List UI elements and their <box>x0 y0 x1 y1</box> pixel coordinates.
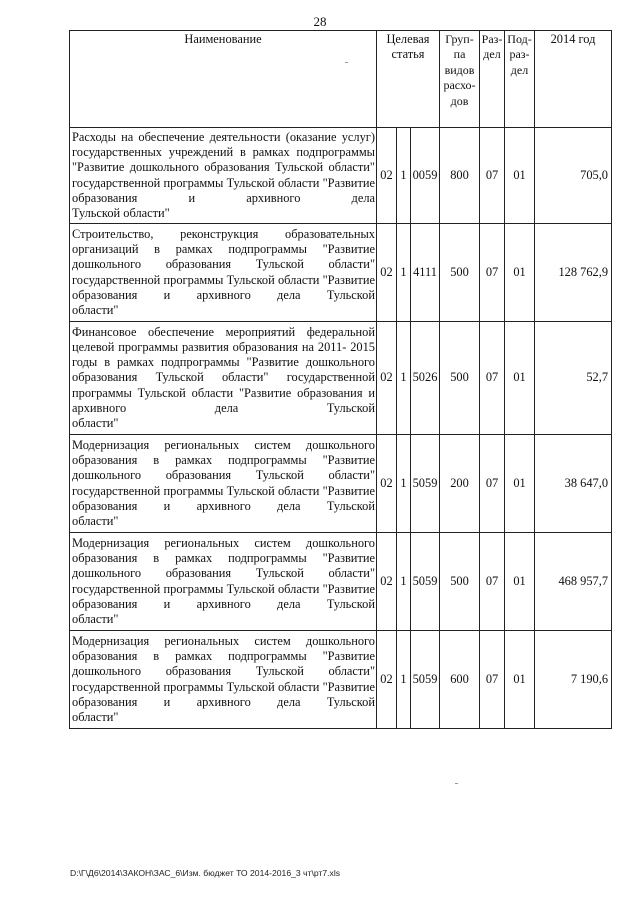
row-name-line: "Развитие образования и архивного дела Тульской <box>72 385 375 415</box>
row-target-part-2: 1 <box>397 435 411 533</box>
row-amount: 705,0 <box>535 128 612 224</box>
row-target-part-3: 0059 <box>411 128 440 224</box>
row-subsection: 01 <box>505 631 535 729</box>
row-name <box>70 224 377 322</box>
row-target-part-3: 5059 <box>411 631 440 729</box>
row-name-line: области" <box>72 302 119 317</box>
page-number: 28 <box>313 14 327 29</box>
row-name-line: организаций в рамках подпрограммы "Развитие <box>72 242 375 257</box>
scan-mark <box>455 783 458 784</box>
header-expense-group: Груп-па видов расхо-дов <box>440 31 480 128</box>
header-section: Раз-дел <box>480 31 505 128</box>
row-name <box>70 128 377 224</box>
row-amount: 128 762,9 <box>535 224 612 322</box>
row-target-part-1: 02 <box>377 224 397 322</box>
row-expense-group: 800 <box>440 128 480 224</box>
row-name-line: государственной программы Тульской области <box>72 679 320 694</box>
row-name-line: дошкольного образования Тульской области" <box>72 468 375 483</box>
row-target-part-2: 1 <box>397 128 411 224</box>
row-name-line: области "Развитие образования и архивного дела <box>72 175 375 205</box>
row-target-part-3: 4111 <box>411 224 440 322</box>
row-name-line: области" государственной программы Тульской <box>72 160 375 190</box>
row-name-line: "Развитие образования и архивного дела Тульской <box>72 679 375 709</box>
row-amount: 468 957,7 <box>535 533 612 631</box>
row-target-part-2: 1 <box>397 631 411 729</box>
row-target-part-3: 5059 <box>411 533 440 631</box>
row-name-line: целевой программы развития образования на 2011- <box>72 339 347 354</box>
row-name-line: государственной программы Тульской области <box>72 581 320 596</box>
row-section: 07 <box>480 631 505 729</box>
row-name-line: образования в рамках подпрограммы "Развитие <box>72 649 375 664</box>
row-expense-group: 500 <box>440 322 480 435</box>
row-target-part-1: 02 <box>377 435 397 533</box>
row-target-part-2: 1 <box>397 224 411 322</box>
row-amount: 52,7 <box>535 322 612 435</box>
header-name: Наименование <box>70 31 377 128</box>
row-subsection: 01 <box>505 224 535 322</box>
row-target-part-1: 02 <box>377 533 397 631</box>
row-amount: 38 647,0 <box>535 435 612 533</box>
row-name-line: дошкольного образования Тульской области" <box>72 566 375 581</box>
row-expense-group: 600 <box>440 631 480 729</box>
row-expense-group: 200 <box>440 435 480 533</box>
row-target-part-1: 02 <box>377 322 397 435</box>
row-name-line: образования в рамках подпрограммы "Развитие <box>72 453 375 468</box>
row-name-line: области" <box>72 611 119 626</box>
row-name-line: Расходы на обеспечение деятельности (оказание услуг) <box>72 129 375 144</box>
row-name-line: Строительство, реконструкция образовательных <box>72 226 375 241</box>
row-name-line: области" <box>72 709 119 724</box>
table-row <box>70 435 612 533</box>
row-target-part-3: 5026 <box>411 322 440 435</box>
row-name-line: государственной программы Тульской области <box>72 272 320 287</box>
row-section: 07 <box>480 435 505 533</box>
row-name-line: "Развитие образования и архивного дела Тульской <box>72 272 375 302</box>
table-row <box>70 631 612 729</box>
row-amount: 7 190,6 <box>535 631 612 729</box>
row-section: 07 <box>480 533 505 631</box>
row-expense-group: 500 <box>440 224 480 322</box>
row-name-line: "Развитие дошкольного образования Тульской <box>72 160 324 175</box>
header-year: 2014 год <box>535 31 612 128</box>
row-name-line: дошкольного образования Тульской области" <box>72 664 375 679</box>
row-subsection: 01 <box>505 533 535 631</box>
row-name-line: Тульской области" <box>72 205 170 220</box>
row-section: 07 <box>480 224 505 322</box>
row-name-line: Модернизация региональных систем дошкольного <box>72 437 375 452</box>
row-target-part-1: 02 <box>377 128 397 224</box>
row-subsection: 01 <box>505 322 535 435</box>
table-row <box>70 128 612 224</box>
scan-mark <box>345 62 348 63</box>
row-name-line: образования в рамках подпрограммы "Развитие <box>72 551 375 566</box>
row-name-line: Модернизация региональных систем дошкольного <box>72 535 375 550</box>
row-name-line: Финансовое обеспечение мероприятий федеральной <box>72 324 375 339</box>
header-target-item: Целевая статья <box>377 31 440 128</box>
row-name-line: области" <box>72 513 119 528</box>
row-target-part-1: 02 <box>377 631 397 729</box>
row-name-line: государственной программы Тульской области <box>72 370 375 400</box>
table-header-row <box>70 31 612 128</box>
row-name-line: "Развитие образования и архивного дела Тульской <box>72 483 375 513</box>
table-row <box>70 322 612 435</box>
row-subsection: 01 <box>505 435 535 533</box>
row-name <box>70 322 377 435</box>
row-target-part-2: 1 <box>397 533 411 631</box>
row-target-part-2: 1 <box>397 322 411 435</box>
row-name-line: Модернизация региональных систем дошкольного <box>72 633 375 648</box>
row-name <box>70 533 377 631</box>
row-name-line: государственной программы Тульской области <box>72 483 320 498</box>
budget-table <box>69 30 612 729</box>
row-section: 07 <box>480 128 505 224</box>
row-expense-group: 500 <box>440 533 480 631</box>
row-name-line: 2015 годы в рамках подпрограммы "Развитие <box>72 339 375 370</box>
row-name-line: государственных учреждений в рамках подпрограммы <box>72 145 375 160</box>
footer-file-path: D:\Г\Д6\2014\ЗАКОН\ЗАС_6\Изм. бюджет ТО 2014-2016_3 чт\рт7.xls <box>70 868 341 878</box>
row-name <box>70 631 377 729</box>
row-subsection: 01 <box>505 128 535 224</box>
header-subsection: Под-раз-дел <box>505 31 535 128</box>
table-row <box>70 533 612 631</box>
row-name-line: дошкольного образования Тульской области" <box>72 257 375 272</box>
row-name-line: дошкольного образования Тульской области" <box>72 355 375 385</box>
row-target-part-3: 5059 <box>411 435 440 533</box>
row-name-line: области" <box>72 416 119 430</box>
table-row <box>70 224 612 322</box>
row-name <box>70 435 377 533</box>
row-name-line: "Развитие образования и архивного дела Тульской <box>72 581 375 611</box>
row-section: 07 <box>480 322 505 435</box>
